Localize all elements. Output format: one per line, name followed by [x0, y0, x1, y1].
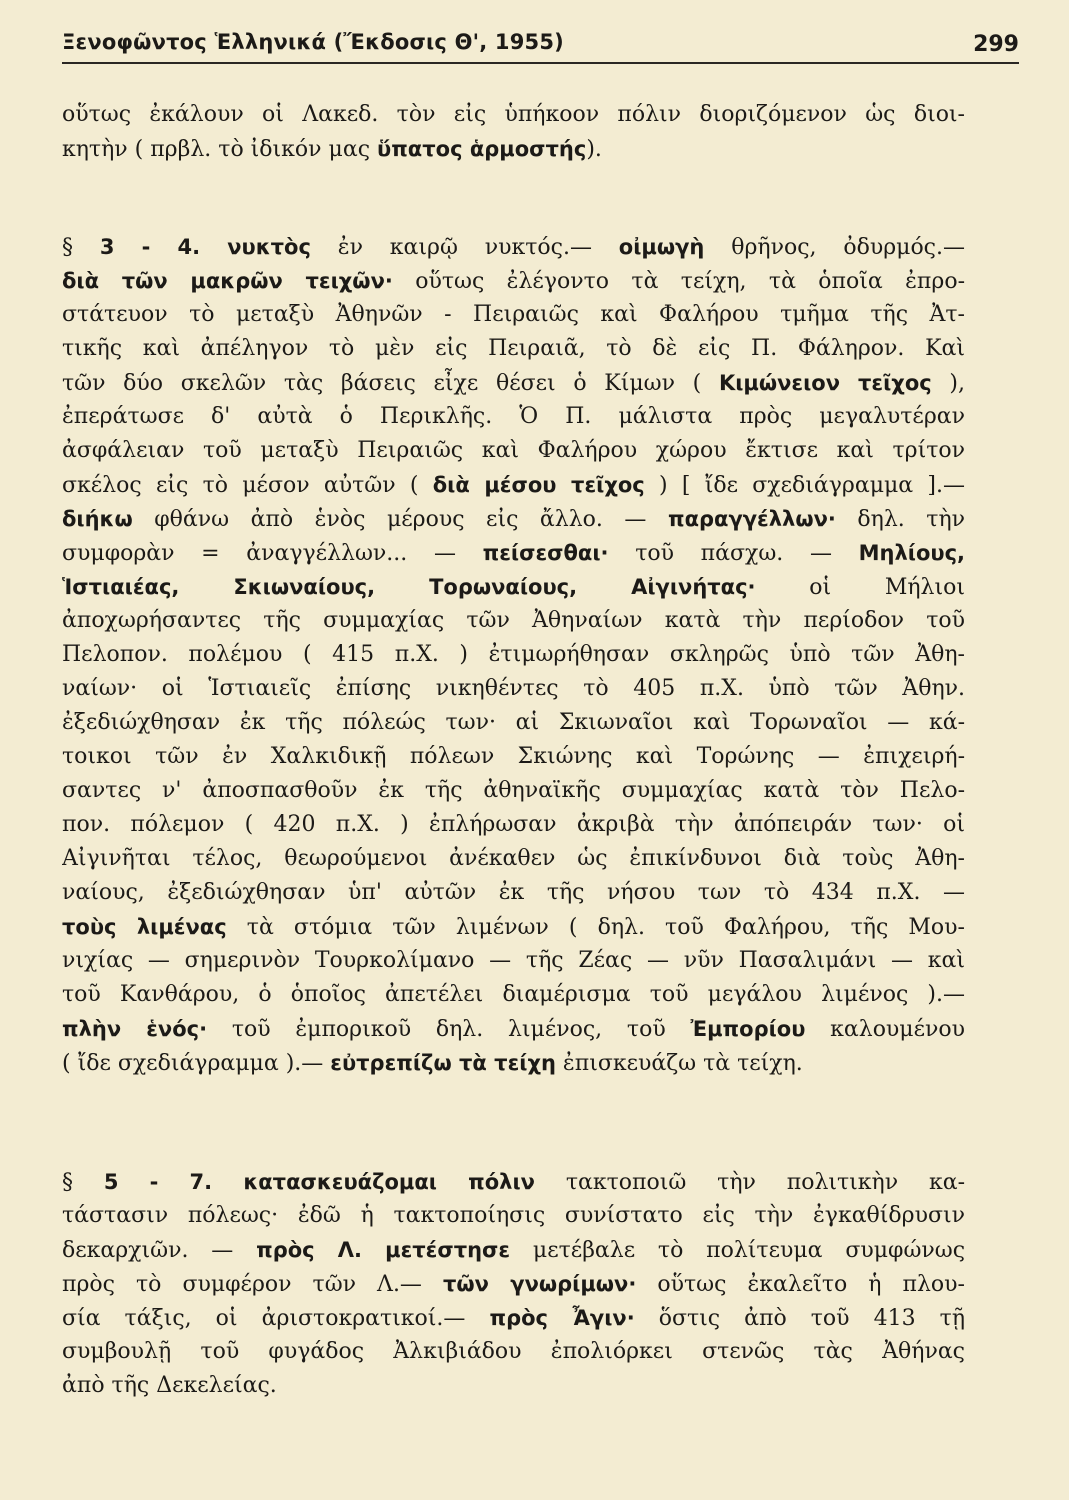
- text-run: τοῦ Κανθάρου, ὁ ὁποῖος ἀπετέλει διαμέρισμα τοῦ μεγάλου λιμένος ).—: [62, 982, 965, 1007]
- running-title: Ξενοφῶντος Ἑλληνικά (Ἔκδοσις Θ', 1955): [62, 30, 564, 54]
- text-line: [62, 1335, 965, 1369]
- text-line: [62, 808, 965, 842]
- text-run: ἐπεράτωσε δ' αὐτὰ ὁ Περικλῆς. Ὁ Π. μάλιστα πρὸς μεγαλυτέραν: [62, 404, 965, 429]
- text-run: §: [62, 235, 100, 260]
- bold-term: τῶν γνωρίμων·: [442, 1272, 637, 1296]
- text-line: [62, 706, 965, 740]
- bold-term: πρὸς Λ. μετέστησε: [256, 1238, 511, 1262]
- text-line: [62, 132, 965, 166]
- text-run: ἀποχωρήσαντες τῆς συμμαχίας τῶν Ἀθηναίων κατὰ τὴν περίοδον τοῦ: [62, 608, 965, 633]
- text-run: τακτοποιῶ τὴν πολιτικὴν κα-: [534, 1170, 965, 1195]
- text-run: φθάνω ἀπὸ ἑνὸς μέρους εἰς ἄλλο. —: [132, 507, 668, 532]
- text-run: ἐπισκευάζω τὰ τείχη.: [555, 1051, 803, 1076]
- text-run: συμβουλῇ τοῦ φυγάδος Ἀλκιβιάδου ἐπολιόρκει στενῶς τὰς Ἀθήνας: [62, 1339, 965, 1364]
- text-line: [62, 1012, 965, 1046]
- text-line: [62, 366, 965, 400]
- text-run: ) [ ἴδε σχεδιάγραμμα ].—: [644, 473, 965, 498]
- bold-term: Μηλίους,: [858, 541, 965, 565]
- bold-term: πλὴν ἑνός·: [62, 1017, 208, 1041]
- text-run: Αἰγινῆται τέλος, θεωρούμενοι ἀνέκαθεν ὡς ἐπικίνδυνοι διὰ τοὺς Ἀθη-: [62, 846, 965, 871]
- text-run: σκέλος εἰς τὸ μέσον αὐτῶν (: [62, 473, 433, 498]
- text-run: οὕτως ἐλέγοντο τὰ τείχη, τὰ ὁποῖα ἐπρο-: [392, 269, 965, 294]
- text-line: [62, 230, 965, 264]
- bold-term: Ἐμπορίου: [690, 1017, 806, 1041]
- text-run: τῶν δύο σκελῶν τὰς βάσεις εἶχε θέσει ὁ Κίμων (: [62, 371, 719, 396]
- text-line: [62, 1267, 965, 1301]
- bold-term: οἰμωγὴ: [618, 235, 705, 259]
- text-run: τοικοι τῶν ἐν Χαλκιδικῇ πόλεων Σκιώνης καὶ Τορώνης — ἐπιχειρή-: [62, 744, 965, 769]
- bold-term: διήκω: [62, 507, 133, 531]
- bold-term: Κιμώνειον τεῖχος: [718, 371, 932, 395]
- text-line: [62, 978, 965, 1012]
- bold-term: πείσεσθαι·: [482, 541, 609, 565]
- text-line: [62, 468, 965, 502]
- text-line: [62, 638, 965, 672]
- text-run: πρὸς τὸ συμφέρον τῶν Λ.—: [62, 1272, 443, 1297]
- page-header: [62, 22, 1019, 64]
- text-line: [62, 774, 965, 808]
- text-run: στάτευον τὸ μεταξὺ Ἀθηνῶν - Πειραιῶς καὶ Φαλήρου τμῆμα τῆς Ἀτ-: [62, 302, 965, 327]
- text-run: Πελοπον. πολέμου ( 415 π.Χ. ) ἐτιμωρήθησαν σκληρῶς ὑπὸ τῶν Ἀθη-: [62, 642, 965, 667]
- text-line: [62, 910, 965, 944]
- text-run: τικῆς καὶ ἀπέληγον τὸ μὲν εἰς Πειραιᾶ, τὸ δὲ εἰς Π. Φάληρον. Καὶ: [62, 336, 965, 361]
- text-line: [62, 944, 965, 978]
- paragraph-1: [62, 98, 965, 166]
- paragraph-3: [62, 1165, 965, 1403]
- text-run: ),: [931, 371, 965, 396]
- text-line: [62, 332, 965, 366]
- bold-term: παραγγέλλων·: [667, 507, 836, 531]
- bold-term: τοὺς λιμένας: [62, 915, 227, 939]
- text-run: ναίους, ἐξεδιώχθησαν ὑπ' αὐτῶν ἐκ τῆς νήσου των τὸ 434 π.Χ. —: [62, 880, 965, 905]
- text-line: [62, 570, 965, 604]
- text-run: οἱ Μήλιοι: [755, 575, 965, 600]
- text-run: ( ἴδε σχεδιάγραμμα ).—: [62, 1051, 331, 1076]
- text-run: τοῦ πάσχω. —: [608, 541, 859, 566]
- text-run: ἀπὸ τῆς Δεκελείας.: [62, 1373, 277, 1398]
- text-line: [62, 740, 965, 774]
- text-line: [62, 842, 965, 876]
- text-line: [62, 400, 965, 434]
- text-line: [62, 298, 965, 332]
- text-line: [62, 604, 965, 638]
- text-run: πον. πόλεμον ( 420 π.Χ. ) ἐπλήρωσαν ἀκριβὰ τὴν ἀπόπειράν των· οἱ: [62, 812, 965, 837]
- text-run: δεκαρχιῶν. —: [62, 1238, 257, 1263]
- text-run: δηλ. τὴν: [835, 507, 965, 532]
- text-line: [62, 1046, 965, 1080]
- text-run: σία τάξις, οἱ ἀριστοκρατικοί.—: [62, 1306, 490, 1331]
- text-line: [62, 1165, 965, 1199]
- bold-term: 3 - 4. νυκτὸς: [99, 235, 311, 259]
- page-number: 299: [973, 32, 1019, 57]
- bold-term: εὐτρεπίζω τὰ τείχη: [330, 1051, 556, 1075]
- text-run: τὰ στόμια τῶν λιμένων ( δηλ. τοῦ Φαλήρου, τῆς Μου-: [226, 915, 965, 940]
- text-line: [62, 434, 965, 468]
- text-line: [62, 1301, 965, 1335]
- text-run: ναίων· οἱ Ἱστιαιεῖς ἐπίσης νικηθέντες τὸ 405 π.Χ. ὑπὸ τῶν Ἀθην.: [62, 676, 965, 701]
- text-run: μετέβαλε τὸ πολίτευμα συμφώνως: [510, 1238, 965, 1263]
- text-line: [62, 98, 965, 132]
- text-run: οὕτως ἐκάλουν οἱ Λακεδ. τὸν εἰς ὑπήκοον πόλιν διοριζόμενον ὡς διοι-: [62, 102, 965, 127]
- text-run: καλουμένου: [805, 1017, 965, 1042]
- bold-term: πρὸς Ἆγιν·: [489, 1306, 635, 1330]
- text-run: τοῦ ἐμπορικοῦ δηλ. λιμένος, τοῦ: [207, 1017, 691, 1042]
- text-run: θρῆνος, ὀδυρμός.—: [704, 235, 965, 260]
- paragraph-2: [62, 230, 965, 1080]
- bold-term: Ἱστιαιέας, Σκιωναίους, Τορωναίους, Αἰγινήτας·: [62, 575, 756, 599]
- text-run: σαντες ν' ἀποσπασθοῦν ἐκ τῆς ἀθηναϊκῆς συμμαχίας κατὰ τὸν Πελο-: [62, 778, 965, 803]
- text-line: [62, 502, 965, 536]
- bold-term: διὰ τῶν μακρῶν τειχῶν·: [62, 269, 393, 293]
- text-run: συμφορὰν = ἀναγγέλλων... —: [62, 541, 483, 566]
- text-line: [62, 1199, 965, 1233]
- text-line: [62, 876, 965, 910]
- text-run: ).: [586, 137, 602, 162]
- bold-term: διὰ μέσου τεῖχος: [432, 473, 645, 497]
- text-line: [62, 264, 965, 298]
- text-run: ἐν καιρῷ νυκτός.—: [310, 235, 619, 260]
- text-run: ὅστις ἀπὸ τοῦ 413 τῇ: [634, 1306, 965, 1331]
- text-run: ἐξεδιώχθησαν ἐκ τῆς πόλεώς των· αἱ Σκιωναῖοι καὶ Τορωναῖοι — κά-: [62, 710, 965, 735]
- text-line: [62, 536, 965, 570]
- text-run: τάστασιν πόλεως· ἐδῶ ἡ τακτοποίησις συνίστατο εἰς τὴν ἐγκαθίδρυσιν: [62, 1203, 965, 1228]
- text-run: κητὴν ( πρβλ. τὸ ἰδικόν μας: [62, 137, 378, 162]
- text-run: νιχίας — σημερινὸν Τουρκολίμανο — τῆς Ζέας — νῦν Πασαλιμάνι — καὶ: [62, 948, 965, 973]
- bold-term: 5 - 7. κατασκευάζομαι πόλιν: [103, 1170, 535, 1194]
- text-run: ἀσφάλειαν τοῦ μεταξὺ Πειραιῶς καὶ Φαλήρου χώρου ἔκτισε καὶ τρίτον: [62, 438, 965, 463]
- text-line: [62, 1233, 965, 1267]
- text-run: οὕτως ἐκαλεῖτο ἡ πλου-: [636, 1272, 965, 1297]
- text-line: [62, 1369, 965, 1403]
- text-line: [62, 672, 965, 706]
- bold-term: ὕπατος ἁρμοστής: [377, 137, 587, 161]
- text-run: §: [62, 1170, 104, 1195]
